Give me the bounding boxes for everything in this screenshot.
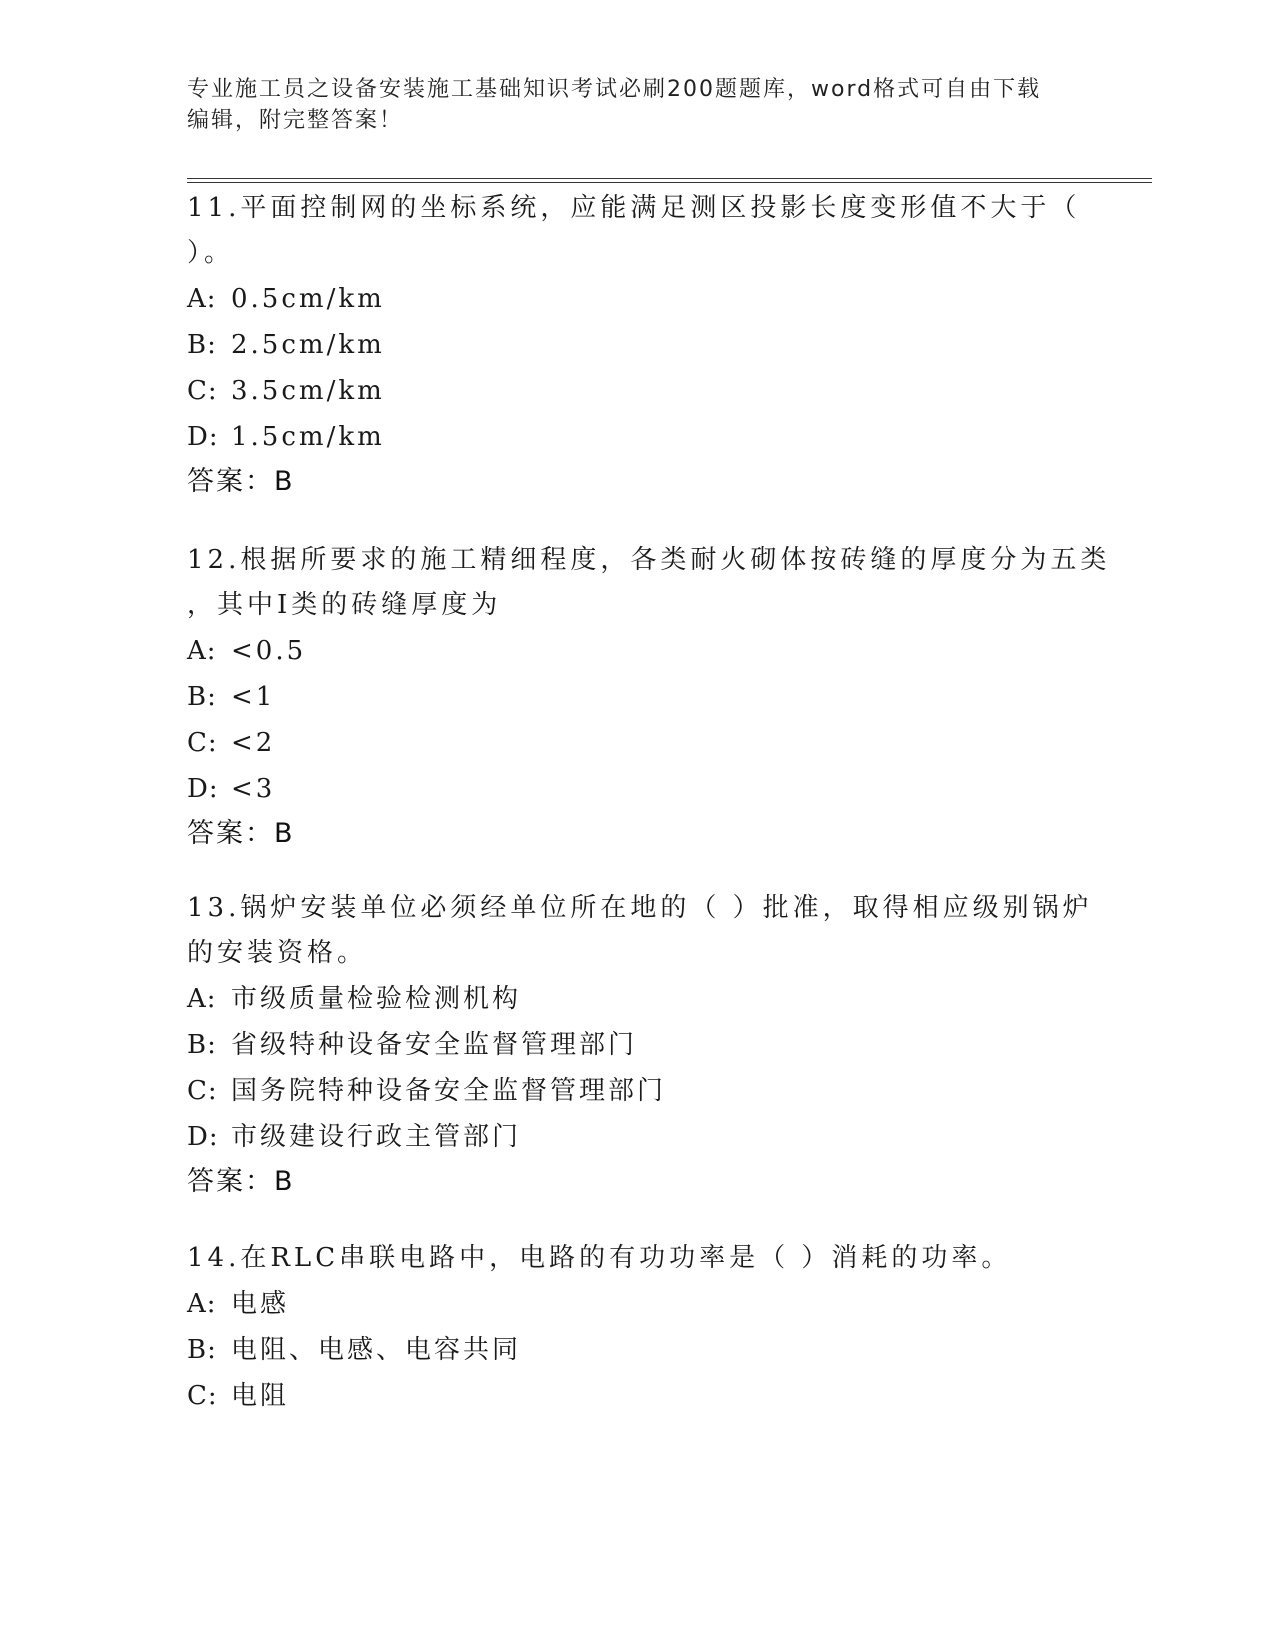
option-letter: B:	[187, 1335, 217, 1365]
option-text: 电阻、电感、电容共同	[231, 1335, 522, 1365]
option-c	[187, 1068, 1087, 1114]
answer-line: 答案：B	[187, 1166, 295, 1197]
option-c	[187, 1373, 1087, 1419]
question-text	[187, 1236, 1087, 1281]
option-letter: B:	[187, 682, 217, 712]
header-divider-top	[187, 178, 1152, 179]
option-text: <3	[231, 774, 276, 804]
question-11	[187, 186, 1087, 504]
option-letter: D:	[187, 422, 219, 452]
option-text: 电感	[231, 1289, 290, 1319]
question-line: 14.在RLC串联电路中，电路的有功功率是（ ）消耗的功率。	[187, 1243, 1012, 1273]
document-header	[187, 74, 1087, 136]
header-divider-bottom	[187, 182, 1152, 183]
question-14	[187, 1236, 1087, 1419]
option-text: 0.5cm/km	[231, 284, 385, 314]
option-a	[187, 276, 1087, 322]
option-text: <0.5	[231, 636, 307, 666]
option-letter: C:	[187, 1381, 218, 1411]
question-text	[187, 186, 1087, 276]
option-a	[187, 976, 1087, 1022]
header-line-1: 专业施工员之设备安装施工基础知识考试必刷200题题库，word格式可自由下载	[187, 77, 1042, 102]
option-text: 市级建设行政主管部门	[231, 1122, 522, 1152]
question-line: 13.锅炉安装单位必须经单位所在地的（ ）批准，取得相应级别锅炉	[187, 893, 1093, 923]
option-b	[187, 1022, 1087, 1068]
option-c	[187, 720, 1087, 766]
header-line-2: 编辑，附完整答案！	[187, 108, 404, 133]
answer-line: 答案：B	[187, 818, 295, 849]
question-line: 12.根据所要求的施工精细程度，各类耐火砌体按砖缝的厚度分为五类	[187, 545, 1111, 575]
question-line: ）。	[187, 238, 235, 268]
question-text	[187, 886, 1093, 976]
option-text: 省级特种设备安全监督管理部门	[231, 1030, 638, 1060]
option-text: 市级质量检验检测机构	[231, 984, 522, 1014]
option-text: <2	[231, 728, 276, 758]
option-text: 2.5cm/km	[231, 330, 385, 360]
option-letter: D:	[187, 1122, 219, 1152]
option-b	[187, 322, 1087, 368]
option-d	[187, 414, 1087, 460]
option-text: <1	[231, 682, 276, 712]
option-letter: A:	[187, 984, 217, 1014]
option-letter: A:	[187, 636, 217, 666]
question-13	[187, 886, 1093, 1204]
option-text: 电阻	[231, 1381, 290, 1411]
option-letter: C:	[187, 376, 218, 406]
option-letter: C:	[187, 1076, 218, 1106]
option-text: 国务院特种设备安全监督管理部门	[231, 1076, 667, 1106]
question-12	[187, 538, 1111, 856]
question-line: 11.平面控制网的坐标系统，应能满足测区投影长度变形值不大于（	[187, 193, 1081, 223]
option-b	[187, 1327, 1087, 1373]
option-text: 3.5cm/km	[231, 376, 385, 406]
option-letter: C:	[187, 728, 218, 758]
option-letter: B:	[187, 1030, 217, 1060]
option-a	[187, 628, 1087, 674]
question-line: ，其中Ⅰ类的砖缝厚度为	[187, 590, 502, 620]
option-a	[187, 1281, 1087, 1327]
option-letter: B:	[187, 330, 217, 360]
option-c	[187, 368, 1087, 414]
option-text: 1.5cm/km	[231, 422, 385, 452]
option-b	[187, 674, 1087, 720]
question-line: 的安装资格。	[187, 938, 368, 968]
answer-line: 答案：B	[187, 466, 295, 497]
option-letter: A:	[187, 284, 217, 314]
option-letter: D:	[187, 774, 219, 804]
option-d	[187, 766, 1087, 812]
option-letter: A:	[187, 1289, 217, 1319]
option-d	[187, 1114, 1087, 1160]
question-text	[187, 538, 1111, 628]
